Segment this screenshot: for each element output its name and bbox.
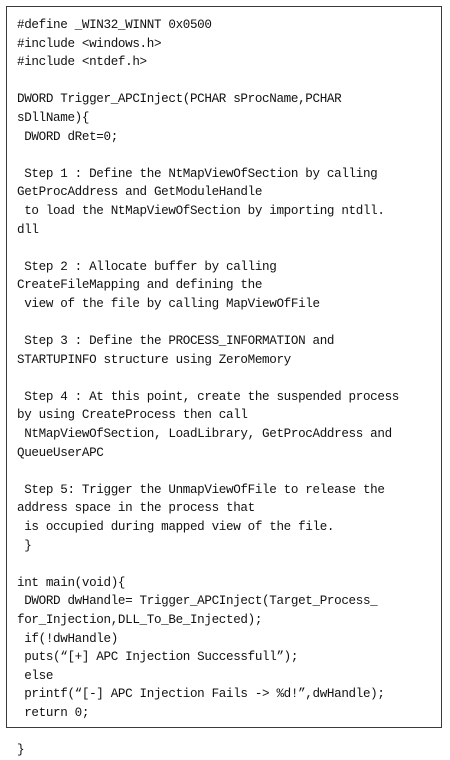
code-line: DWORD dwHandle= Trigger_APCInject(Target_Process_ (17, 594, 378, 609)
code-line (17, 462, 435, 481)
code-line: } (17, 538, 32, 553)
code-line: } (17, 743, 25, 758)
code-line (17, 723, 435, 742)
code-line: if(!dwHandle) (17, 631, 118, 646)
code-line (17, 72, 435, 91)
code-line: STARTUPINFO structure using ZeroMemory (17, 352, 291, 367)
code-line: Step 3 : Define the PROCESS_INFORMATION and (17, 334, 335, 349)
code-line: view of the file by calling MapViewOfFile (17, 296, 320, 311)
code-line: puts(“[+] APC Injection Successfull”); (17, 650, 299, 665)
code-line: printf(“[-] APC Injection Fails -> %d!”,dwHandle); (17, 687, 385, 702)
code-line: NtMapViewOfSection, LoadLibrary, GetProcAddress and (17, 427, 392, 442)
code-line: by using CreateProcess then call (17, 408, 248, 423)
code-line: dll (17, 222, 39, 237)
code-line: Step 1 : Define the NtMapViewOfSection by calling (17, 166, 378, 181)
code-line: QueueUserAPC (17, 445, 104, 460)
code-line: Step 4 : At this point, create the suspended process (17, 389, 399, 404)
code-line: Step 2 : Allocate buffer by calling (17, 259, 277, 274)
code-line (17, 314, 435, 333)
code-listing-box (6, 6, 442, 758)
code-line: for_Injection,DLL_To_Be_Injected); (17, 613, 263, 627)
code-line: DWORD Trigger_APCInject(PCHAR sProcName,PCHAR (17, 92, 342, 107)
code-line: address space in the process that (17, 501, 255, 516)
code-line: CreateFileMapping and defining the (17, 278, 263, 293)
code-line: #define _WIN32_WINNT 0x0500 (17, 18, 212, 32)
code-line: #include <ntdef.h> (17, 55, 147, 70)
code-line (17, 555, 435, 574)
code-line: is occupied during mapped view of the file. (17, 520, 335, 535)
code-line: #include <windows.h> (17, 36, 162, 51)
code-line: to load the NtMapViewOfSection by importing ntdll. (17, 203, 385, 218)
code-line: DWORD dRet=0; (17, 129, 118, 144)
code-line: Step 5: Trigger the UnmapViewOfFile to release the (17, 482, 385, 497)
code-line: int main(void){ (17, 575, 126, 590)
code-line: GetProcAddress and GetModuleHandle (17, 185, 263, 200)
code-line: sDllName){ (17, 110, 90, 125)
code-line: else (17, 668, 54, 683)
code-line: return 0; (17, 705, 90, 720)
code-line (17, 239, 435, 258)
code-line (17, 369, 435, 388)
code-line (17, 146, 435, 165)
code-listing (17, 16, 435, 760)
